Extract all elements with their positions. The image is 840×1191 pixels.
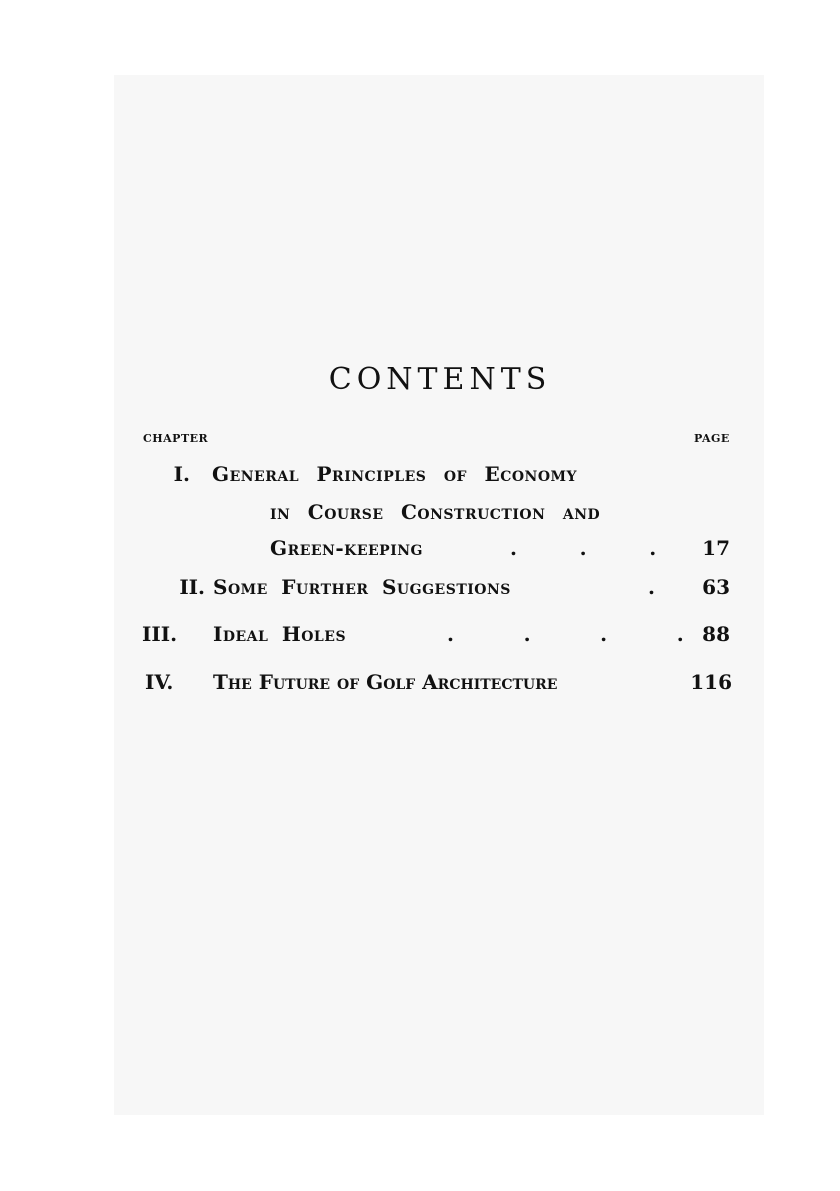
page-number-4: 116 bbox=[690, 670, 732, 694]
chapter-numeral-4: IV. bbox=[145, 670, 174, 694]
page-number-1: 17 bbox=[702, 536, 730, 560]
leader-dots-3: . . . . bbox=[447, 622, 684, 646]
chapter-2-title[interactable]: Some Further Suggestions bbox=[213, 575, 511, 599]
leader-dots-1: . . . bbox=[510, 536, 657, 560]
page-column-header: PAGE bbox=[694, 432, 730, 445]
chapter-1-title-line-2[interactable]: in Course Construction and bbox=[270, 500, 601, 524]
chapter-1-title-line-1[interactable]: General Principles of Economy bbox=[212, 462, 578, 486]
contents-heading: CONTENTS bbox=[328, 362, 552, 397]
chapter-1-title-line-3[interactable]: Green-keeping bbox=[270, 536, 423, 560]
leader-dots-2: . bbox=[648, 575, 655, 599]
chapter-3-title[interactable]: Ideal Holes bbox=[213, 622, 347, 646]
chapter-4-title[interactable]: The Future of Golf Architecture bbox=[213, 670, 558, 694]
chapter-numeral-1: I. bbox=[173, 462, 190, 486]
chapter-numeral-3: III. bbox=[142, 622, 178, 646]
chapter-column-header: CHAPTER bbox=[143, 432, 209, 445]
page-number-3: 88 bbox=[702, 622, 730, 646]
page-number-2: 63 bbox=[702, 575, 730, 599]
chapter-numeral-2: II. bbox=[179, 575, 205, 599]
